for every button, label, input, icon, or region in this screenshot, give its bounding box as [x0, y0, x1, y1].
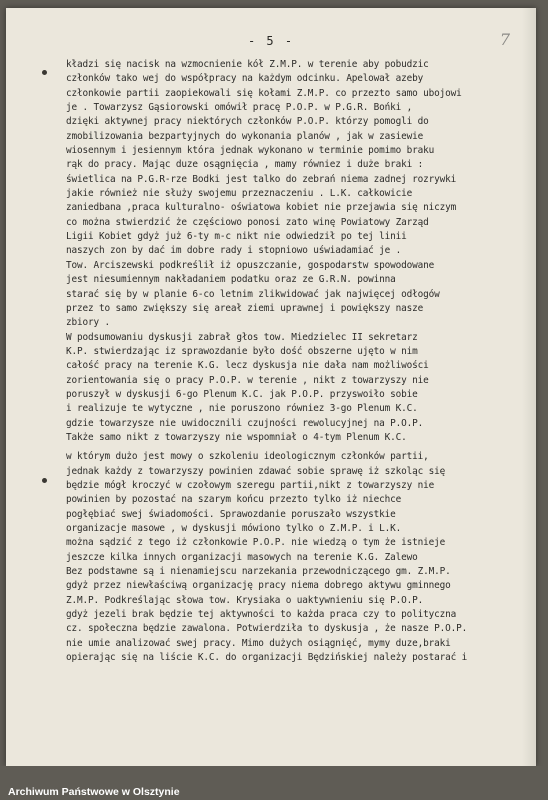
text-line: K.P. stwierdzając iz sprawozdanie było dość obszerne ujęto w nim: [66, 345, 418, 357]
text-line: co można stwierdzić że częściowo ponosi zato winę Powiatowy Zarząd: [66, 216, 429, 228]
punch-hole-bottom: [42, 478, 47, 483]
text-line: rąk do pracy. Mając duze osągnięcia , mamy równiez i duże braki :: [66, 159, 424, 171]
text-line: Tow. Arciszewski podkreślił iż opuszczanie, gospodarstw spowodowane: [66, 259, 435, 271]
text-line: Z.M.P. Podkreślając słowa tow. Krysiaka o uaktywnieniu się P.O.P.: [66, 594, 424, 606]
text-line: można sądzić z tego iż członkowie P.O.P. nie wiedzą o tym że istnieje: [66, 537, 446, 549]
text-line: kładzi się nacisk na wzmocnienie kół Z.M.P. w terenie aby pobudzic: [66, 59, 429, 70]
pencil-page-mark: 7: [499, 30, 510, 49]
text-line: członków tako wej do współpracy na każdym odcinku. Apelował azeby: [66, 73, 424, 85]
document-page: [6, 8, 536, 766]
text-line: Także samo nikt z towarzyszy nie wspomniał o 4-tym Plenum K.C.: [66, 431, 407, 443]
text-line: cz. społeczna będzie zawalona. Potwierdziła to dyskusja , że nasze P.O.P.: [66, 623, 468, 635]
text-line: wiosennym i jesiennym która jednak wykonano w terminie pomimo braku: [66, 145, 435, 157]
text-line: W podsumowaniu dyskusji zabrał głos tow. Miedzielec II sekretarz: [66, 331, 418, 343]
text-line: powinien by pozostać na szarym końcu przezto tylko iż niechce: [66, 494, 402, 506]
text-line: starać się by w planie 6-co letnim zlikwidować jak najwięcej odłogów: [66, 288, 440, 300]
text-line: zorientowania się o pracy P.O.P. w terenie , nikt z towarzyszy nie: [66, 374, 429, 386]
text-line: członkowie partii zaopiekowali się kołami Z.M.P. co przezto samo ubojowi: [66, 87, 462, 99]
archive-label: Archiwum Państwowe w Olsztynie: [8, 786, 180, 798]
text-line: jednak każdy z towarzyszy powinien zdawać sobie sprawę iż szkoląc się: [66, 465, 446, 477]
text-line: w którym dużo jest mowy o szkoleniu ideologicznym członków partii,: [66, 451, 429, 463]
text-line: gdzie towarzysze nie uwidocznili czujności rewolucyjnej na P.O.P.: [66, 417, 424, 429]
text-line: jest niesumiennym nakładaniem podatku oraz ze G.R.N. powinna: [66, 274, 396, 286]
text-line: pogłębiać swej świadomości. Sprawozdanie poruszało wszystkie: [66, 508, 396, 520]
text-line: organizacje masowe , w dyskusji mówiono tylko o Z.M.P. i L.K.: [66, 523, 402, 534]
text-line: i realizuje te wytyczne , nie poruszono równiez 3-go Plenum K.C.: [66, 403, 418, 415]
text-line: świetlica na P.G.R-rze Bodki jest talko do zebrań niema zadnej rozrywki: [66, 173, 457, 185]
text-line: jakie również nie służy swojemu przeznaczeniu . L.K. całkowicie: [66, 188, 413, 200]
typewritten-text-body: [66, 58, 526, 665]
text-line: je . Towarzysz Gąsiorowski omówił pracę P.O.P. w P.G.R. Bońki ,: [66, 102, 413, 114]
text-line: jeszcze kilka innych organizacji masowych na terenie K.G. Zalewo: [66, 551, 418, 563]
text-line: zaniedbana ,praca kulturalno- oświatowa kobiet nie przejawia się niczym: [66, 202, 457, 214]
text-line: nie umie analizować swej pracy. Mimo dużych osiągnięć, mymy duze,braki: [66, 637, 451, 649]
text-line: gdyż jezeli brak będzie tej aktywności to każda praca czy to polityczna: [66, 609, 457, 621]
text-line: całość pracy na terenie K.G. lecz dyskusja nie dała nam możliwości: [66, 360, 429, 372]
text-line: przez to samo zwiększy się areał ziemi uprawnej i powiększy nasze: [66, 302, 424, 314]
text-line: poruszył w dyskusji 6-go Plenum K.C. jak P.O.P. przyswoiło sobie: [66, 388, 418, 400]
text-line: zbiory .: [66, 317, 110, 329]
text-line: zmobilizowania bezpartyjnych do wykonania planów , jak w zasiewie: [66, 130, 424, 142]
punch-hole-top: [42, 70, 47, 75]
text-line: opierając się na liście K.C. do organizacji Będzińskiej należy postarać i: [66, 652, 468, 664]
text-line: gdyż przez niewłaściwą organizację pracy niema dobrego aktywu gminnego: [66, 580, 451, 592]
text-line: dzięki aktywnej pracy niektórych członków P.O.P. którzy pomogli do: [66, 116, 429, 128]
text-line: Ligii Kobiet gdyż już 6-ty m-c nikt nie odwiedził po tej linii: [66, 231, 407, 243]
text-line: naszych zon by dać im dobre rady i stopniowo uświadamiać je .: [66, 245, 402, 257]
page-number: - 5 -: [247, 34, 295, 48]
text-line: będzie mógł kroczyć w czołowym szeregu partii,nikt z towarzyszy nie: [66, 479, 435, 491]
text-line: Bez podstawne są i nienamiejscu narzekania przewodniczącego gm. Z.M.P.: [66, 566, 451, 578]
